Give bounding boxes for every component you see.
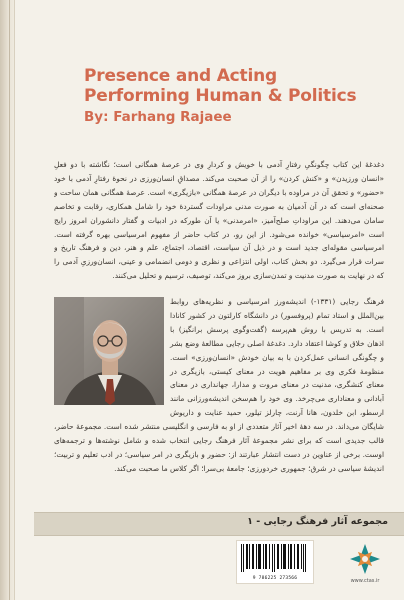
spine-crease bbox=[9, 0, 10, 600]
title-line-1: Presence and Acting bbox=[84, 66, 277, 86]
book-description: دغدغهٔ این کتاب چگونگیِ رفتارِ آدمی با خویش و کردارِ وی در عرصهٔ همگانی است؛ نگاشته با دو فعلِ «انسان ورزیدن» و «کنش کردن» را از آن صحبت می‌کند. مصداقِ انسان‌ورزی در نحوهٔ رفتارِ آدمی با خود «حضور» و تحقق آن در مراوده با دیگران در عرصهٔ همگانی «بازیگری» است. عرصهٔ همگانی همان ساحت و صحنه‌ای است که در آن آدمیان به صورت مدنی مراودات گستردهٔ خود را شامل همکاری، رقابت و تخاصم سامان می‌دهند. این مراوداتِ صلح‌آمیز، «امرمدنی» یا آن طورکه در ادبیات و گفتار دانشوران امروز رایج است «امرسیاسی» خوانده می‌شود. از این رو، در کتاب حاضر از مفهوم امرسیاسی بهره گرفته است. امرسیاسی مقوله‌ای جدید است و در ذیل آن سیاست، اقتصاد، اجتماع، علم و هنر، دین و فرهنگ تاریخ و سرات قرار می‌گیرد. دو بخش کتاب، اولی انتزاعی و نظری و دومی انضمامی و عینی، انسان‌ورزیِ آدمی را که در نهایت به صورت مدنیت و تمدن‌سازی بروز می‌کند، توصیف، ترسیم و تحلیل می‌کنند. bbox=[54, 160, 384, 281]
english-title-block bbox=[84, 66, 384, 126]
isbn-barcode bbox=[236, 540, 314, 584]
isbn-digits: 9 786225 273566 bbox=[252, 576, 298, 581]
series-label: مجموعه آثار فرهنگ رجایی - ۱ bbox=[247, 516, 388, 527]
author-biography bbox=[54, 295, 384, 477]
title-line-2: Performing Human & Politics bbox=[84, 86, 357, 106]
portrait-text-wrap-space bbox=[54, 295, 170, 407]
series-banner bbox=[34, 512, 404, 536]
book-spine-edge bbox=[0, 0, 15, 600]
barcode-bars bbox=[237, 541, 313, 575]
publisher-logo bbox=[348, 542, 382, 576]
author-biography-text: فرهنگ رجایی (۱۳۳۱-) اندیشه‌ورز امرسیاسی و نظریه‌های روابط بین‌الملل و استاد تمام (پروفسور) در دانشگاه کارلتون در کشور کانادا است. به تدریس با روش هم‌پرسه (گفت‌وگوی پرسش برانگیز) با اذهان خلاق و کوشا اعتقاد دارد. دغدغهٔ اصلی رجایی مطالعهٔ وضع بشر و چگونگی انسانی عمل‌کردن با به بیان خودش «انسان‌ورزی» است. منظومهٔ فکری وی بر مفاهیم هویت در معنای کیستی، بازیگری در معنای کنشگری، مدنیت در معنای مروت و مدارا، جهانداری در معنای آبادانی و معناداری می‌چرخد. وی خود را هم‌سخن اندیشه‌ورزانی مانند ارسطو، ابن خلدون، هانا آرنت، چارلز تیلور، حمید عنایت و داریوش شایگان می‌داند. در سه دههٔ اخیر آثار متعددی از او به فارسی و انگلیسی منتشر شده است. مجموعهٔ حاضر، قالب جدیدی است که برای نشر مجموعهٔ آثار فرهنگ رجایی انتخاب شده و شامل نوشته‌ها و ترجمه‌های اوست. برخی از عناوین در دست انتشار عبارتند از: حضور و بازیگری در امر سیاسی؛ در ادب تعلیم و تربیت؛ اندیشهٔ سیاسی در شرق؛ جمهوری خردورزی؛ جامعهٔ بی‌سرا؛ اگر کلاس ما صحبت می‌کند. bbox=[54, 297, 384, 473]
publisher-url: www.ctas.ir bbox=[350, 578, 380, 584]
author-name: By: Farhang Rajaee bbox=[84, 109, 232, 125]
